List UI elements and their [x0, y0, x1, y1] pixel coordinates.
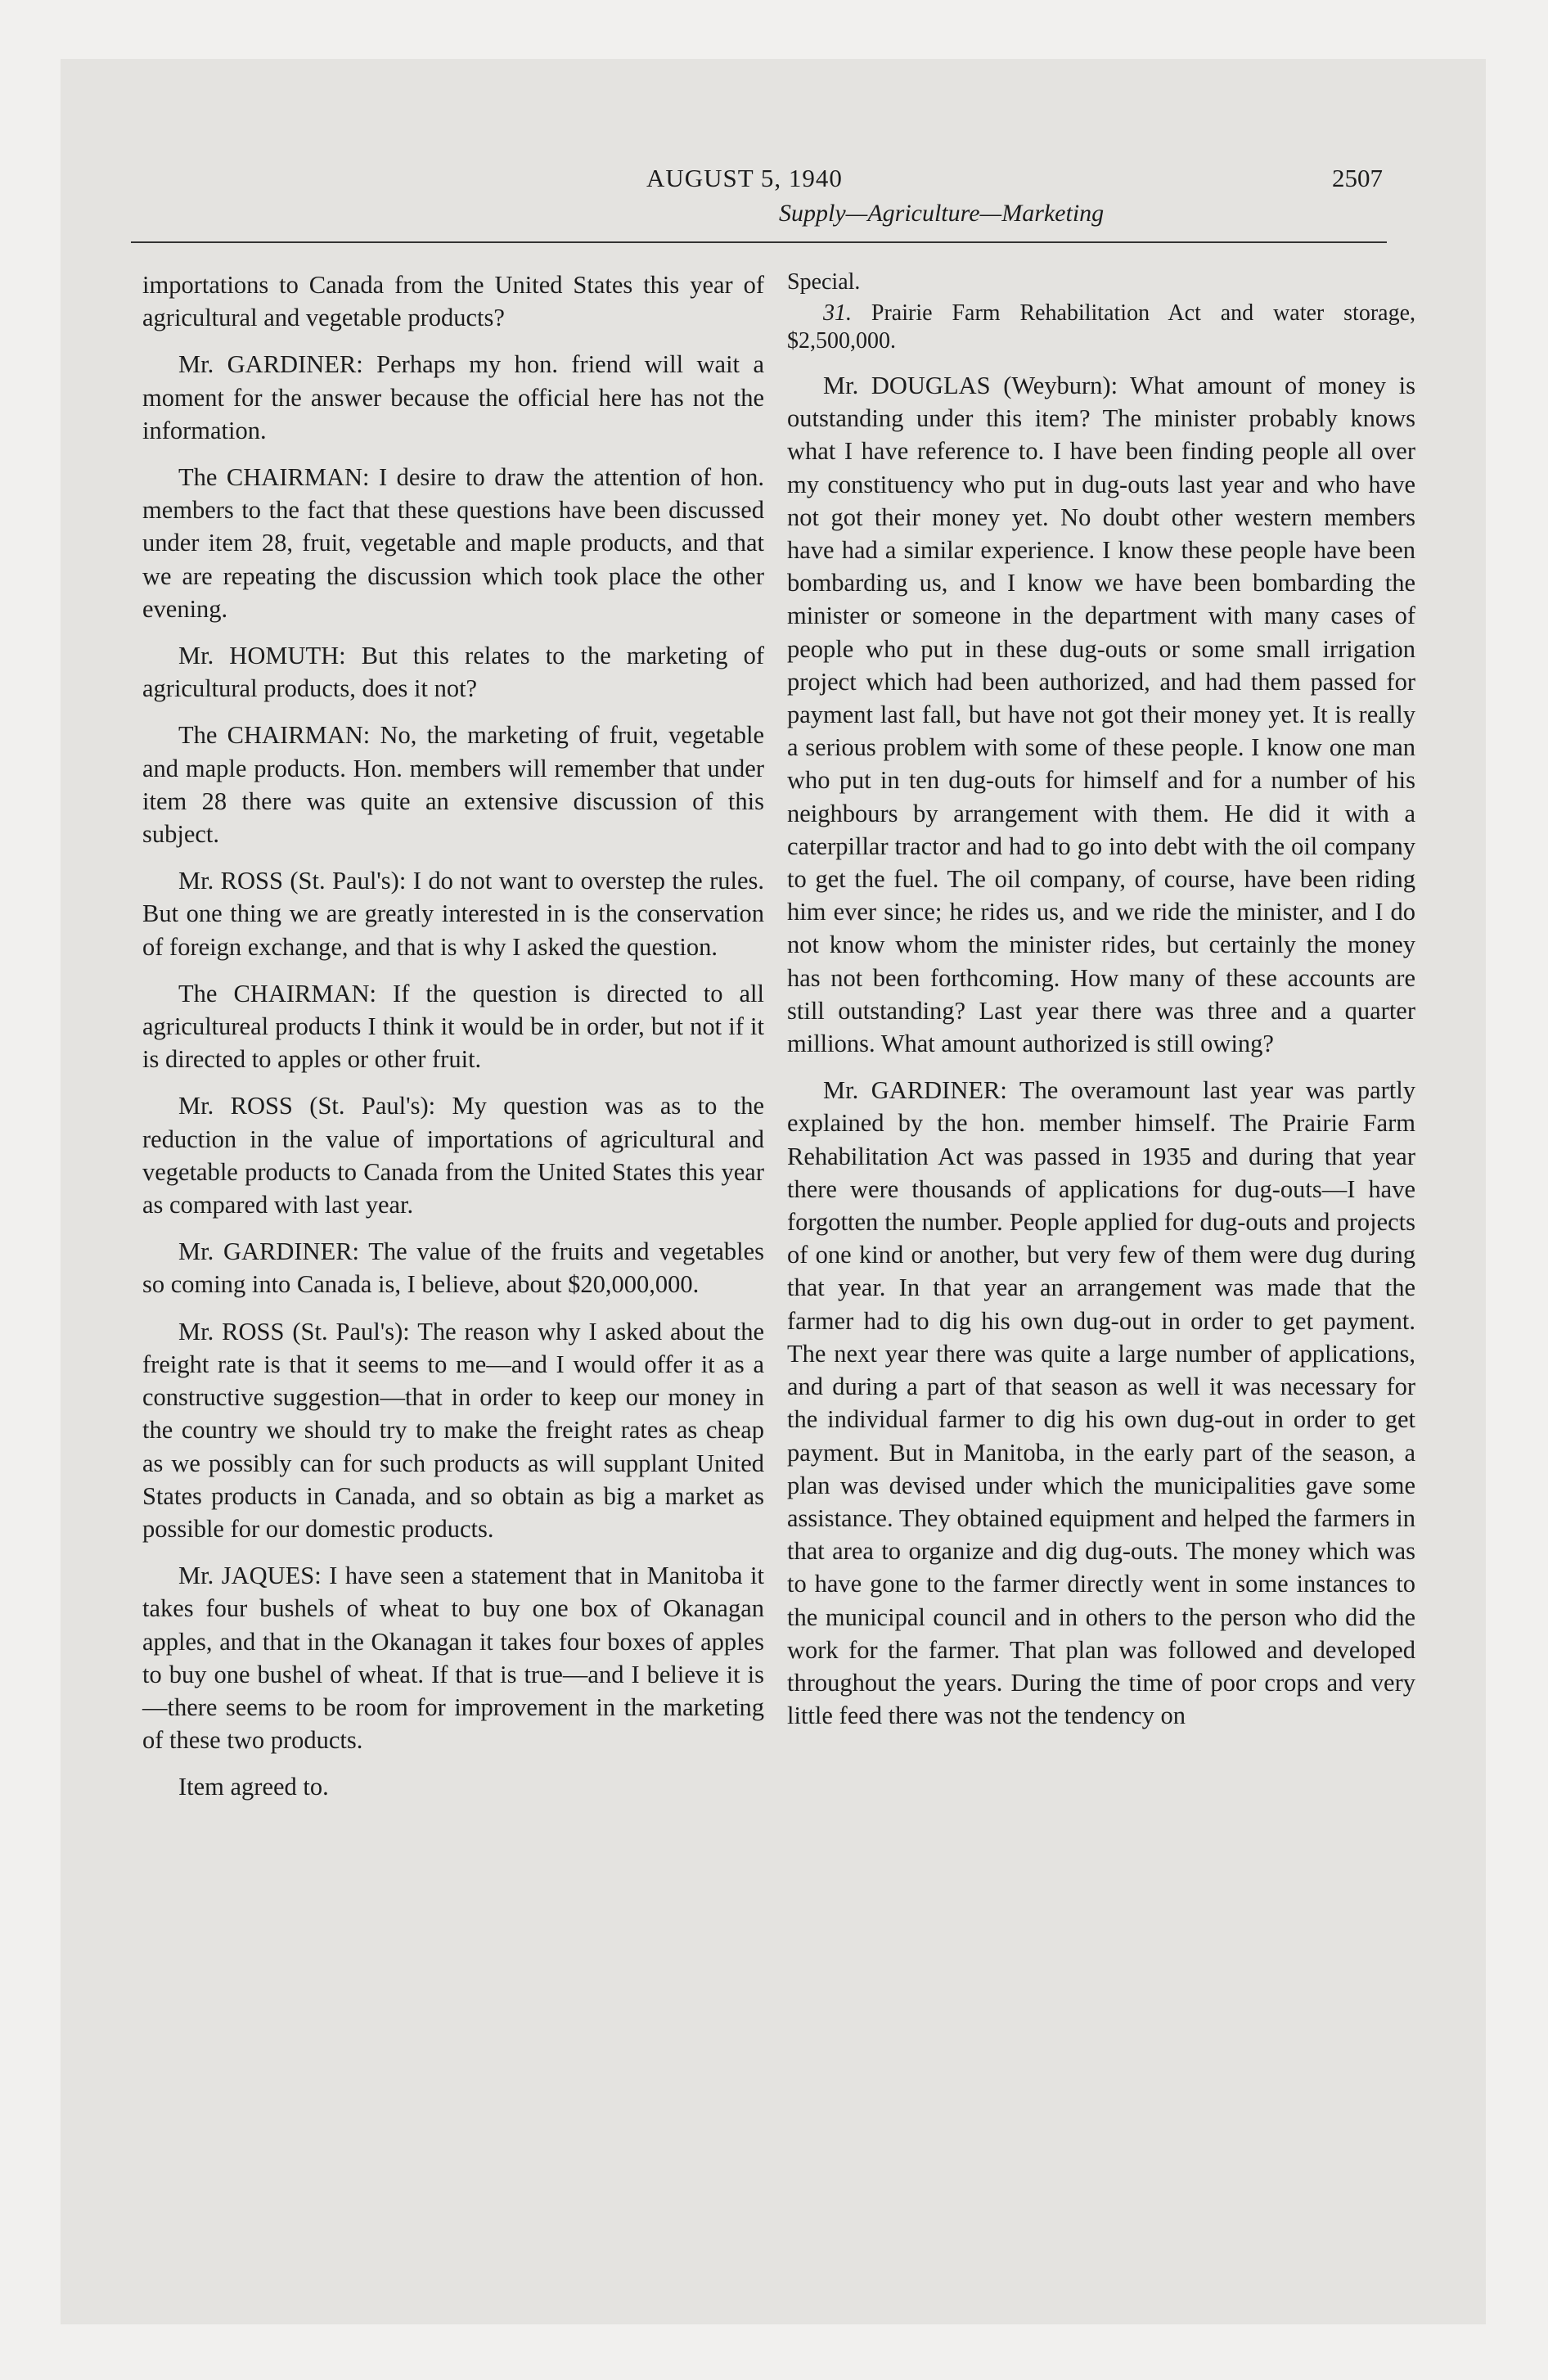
section-label: Special. — [787, 269, 861, 295]
page-number: 2507 — [1332, 164, 1383, 192]
paragraph-text: No, the marketing of fruit, vegetable and maple products. Hon. members will remember that under item 28 there was quite an extensive discussion of this subject. — [142, 721, 764, 849]
paragraph — [142, 1770, 764, 1803]
paragraph — [142, 639, 764, 705]
paragraph — [142, 1559, 764, 1756]
right-column — [787, 268, 1415, 1746]
paragraph-text: The overamount last year was partly explained by the hon. member himself. The Prairie Farm Rehabilitation Act was passed in 1935 and during that year there were thousands of applications for dug-outs—I have forgotten the number. People applied for dug-outs and projects of one kind or another, but very few of them were dug during that year. In that year an arrangement was made that the farmer had to dig his own dug-out in order to get payment. The next year there was quite a large number of applications, and during a part of that season as well it was necessary for the individual farmer to dig his own dug-out in order to get payment. But in Manitoba, in the early part of the season, a plan was devised under which the municipalities gave some assistance. They obtained equipment and helped the farmers in that area to organize and dig dug-outs. The money which was to have gone to the farmer directly went in some instances to the municipal council and in others to the person who did the work for the farmer. That plan was followed and developed throughout the years. During the time of poor crops and very little feed there was not the tendency on — [787, 1076, 1415, 1730]
paragraph — [142, 1315, 764, 1545]
speaker: The CHAIRMAN: — [178, 721, 371, 750]
paragraph-text: But this relates to the marketing of agricultural products, does it not? — [142, 642, 765, 703]
speaker: Mr. GARDINER: — [823, 1076, 1007, 1105]
header-rule — [131, 241, 1387, 243]
speaker: Mr. ROSS (St. Paul's): — [178, 1317, 410, 1346]
paragraph — [142, 1235, 764, 1300]
speaker: The CHAIRMAN: — [178, 979, 376, 1007]
item-entry — [787, 300, 1415, 355]
item-number: 31. — [823, 300, 852, 326]
paragraph-text: If the question is directed to all agricultureal products I think it would be in order, but not if it is directed to apples or other fruit. — [142, 979, 764, 1074]
speaker: Mr. GARDINER: — [178, 1237, 360, 1266]
paragraph — [142, 719, 764, 850]
paragraph-text: The value of the fruits and vegetables so coming into Canada is, I believe, about $20,000,000. — [142, 1237, 764, 1299]
paragraph — [142, 461, 764, 625]
paragraph — [142, 977, 764, 1076]
paragraph-text: I desire to draw the attention of hon. members to the fact that these questions have been discussed under item 28, fruit, vegetable and maple products, and that we are repeating the discussion which took place the other evening. — [142, 463, 764, 623]
paragraph-text: I do not want to overstep the rules. But one thing we are greatly interested in is the conservation of foreign exchange, and that is why I asked the question. — [142, 867, 765, 961]
paragraph-text: importations to Canada from the United States this year of agricultural and vegetable products? — [142, 271, 764, 332]
speaker: Mr. JAQUES: — [178, 1562, 322, 1590]
paragraph — [142, 864, 764, 963]
speaker: Mr. HOMUTH: — [178, 642, 346, 670]
speaker: Mr. GARDINER: — [178, 350, 363, 379]
paragraph-text: Perhaps my hon. friend will wait a moment for the answer because the official here has not the information. — [142, 350, 765, 444]
paragraph — [142, 268, 764, 334]
paragraph-text: Item agreed to. — [178, 1773, 329, 1801]
speaker: The CHAIRMAN: — [178, 463, 370, 492]
item-text: Prairie Farm Rehabilitation Act and water storage, $2,500,000. — [787, 300, 1416, 354]
paragraph — [787, 369, 1415, 1060]
speaker: Mr. ROSS (St. Paul's): — [178, 1092, 436, 1120]
page-header — [646, 164, 1383, 246]
speaker: Mr. DOUGLAS (Weyburn): — [823, 372, 1118, 399]
paragraph — [142, 1089, 764, 1221]
paragraph-text: The reason why I asked about the freight rate is that it seems to me—and I would offer it as a constructive suggestion—that in order to keep our money in the country we should try to make the freight rates as cheap as we possibly can for such products as will supplant United States products in Canada, and so obtain as big a market as possible for our domestic products. — [142, 1317, 765, 1543]
speaker: Mr. ROSS (St. Paul's): — [178, 867, 407, 895]
left-column — [142, 268, 764, 1818]
paragraph — [142, 348, 764, 447]
paragraph-text: I have seen a statement that in Manitoba it takes four bushels of wheat to buy one box of Okanagan apples, and that in the Okanagan it takes four boxes of apples to buy one bushel of wheat. If that is true—and I believe it is—there seems to be room for improvement in the marketing of these two products. — [142, 1562, 765, 1755]
paragraph — [787, 1074, 1415, 1732]
header-subtitle: Supply—Agriculture—Marketing — [779, 200, 1105, 227]
header-date: AUGUST 5, 1940 — [646, 164, 843, 192]
paragraph-text: My question was as to the reduction in the value of importations of agricultural and vegetable products to Canada from the United States this year as compared with last year. — [142, 1092, 764, 1219]
paragraph-text: What amount of money is outstanding under this item? The minister probably knows what I have reference to. I have been finding people all over my constituency who put in dug-outs last year and who have not got their money yet. No doubt other western members have had a similar experience. I know these people have been bombarding us, and I know we have been bombarding the minister or someone in the department with many cases of people who put in these dug-outs or some small irrigation project which had been authorized, and had them passed for payment last fall, but have not got their money yet. It is really a serious problem with some of these people. I know one man who put in ten dug-outs for himself and for a number of his neighbours by arrangement with them. He did it with a caterpillar tractor and had to go into debt with the oil company to get the fuel. The oil company, of course, have been riding him ever since; he rides us, and we ride the minister, and I do not know whom the minister rides, but certainly the money has not been forthcoming. How many of these accounts are still outstanding? Last year there was three and a quarter millions. What amount authorized is still owing? — [787, 372, 1415, 1058]
